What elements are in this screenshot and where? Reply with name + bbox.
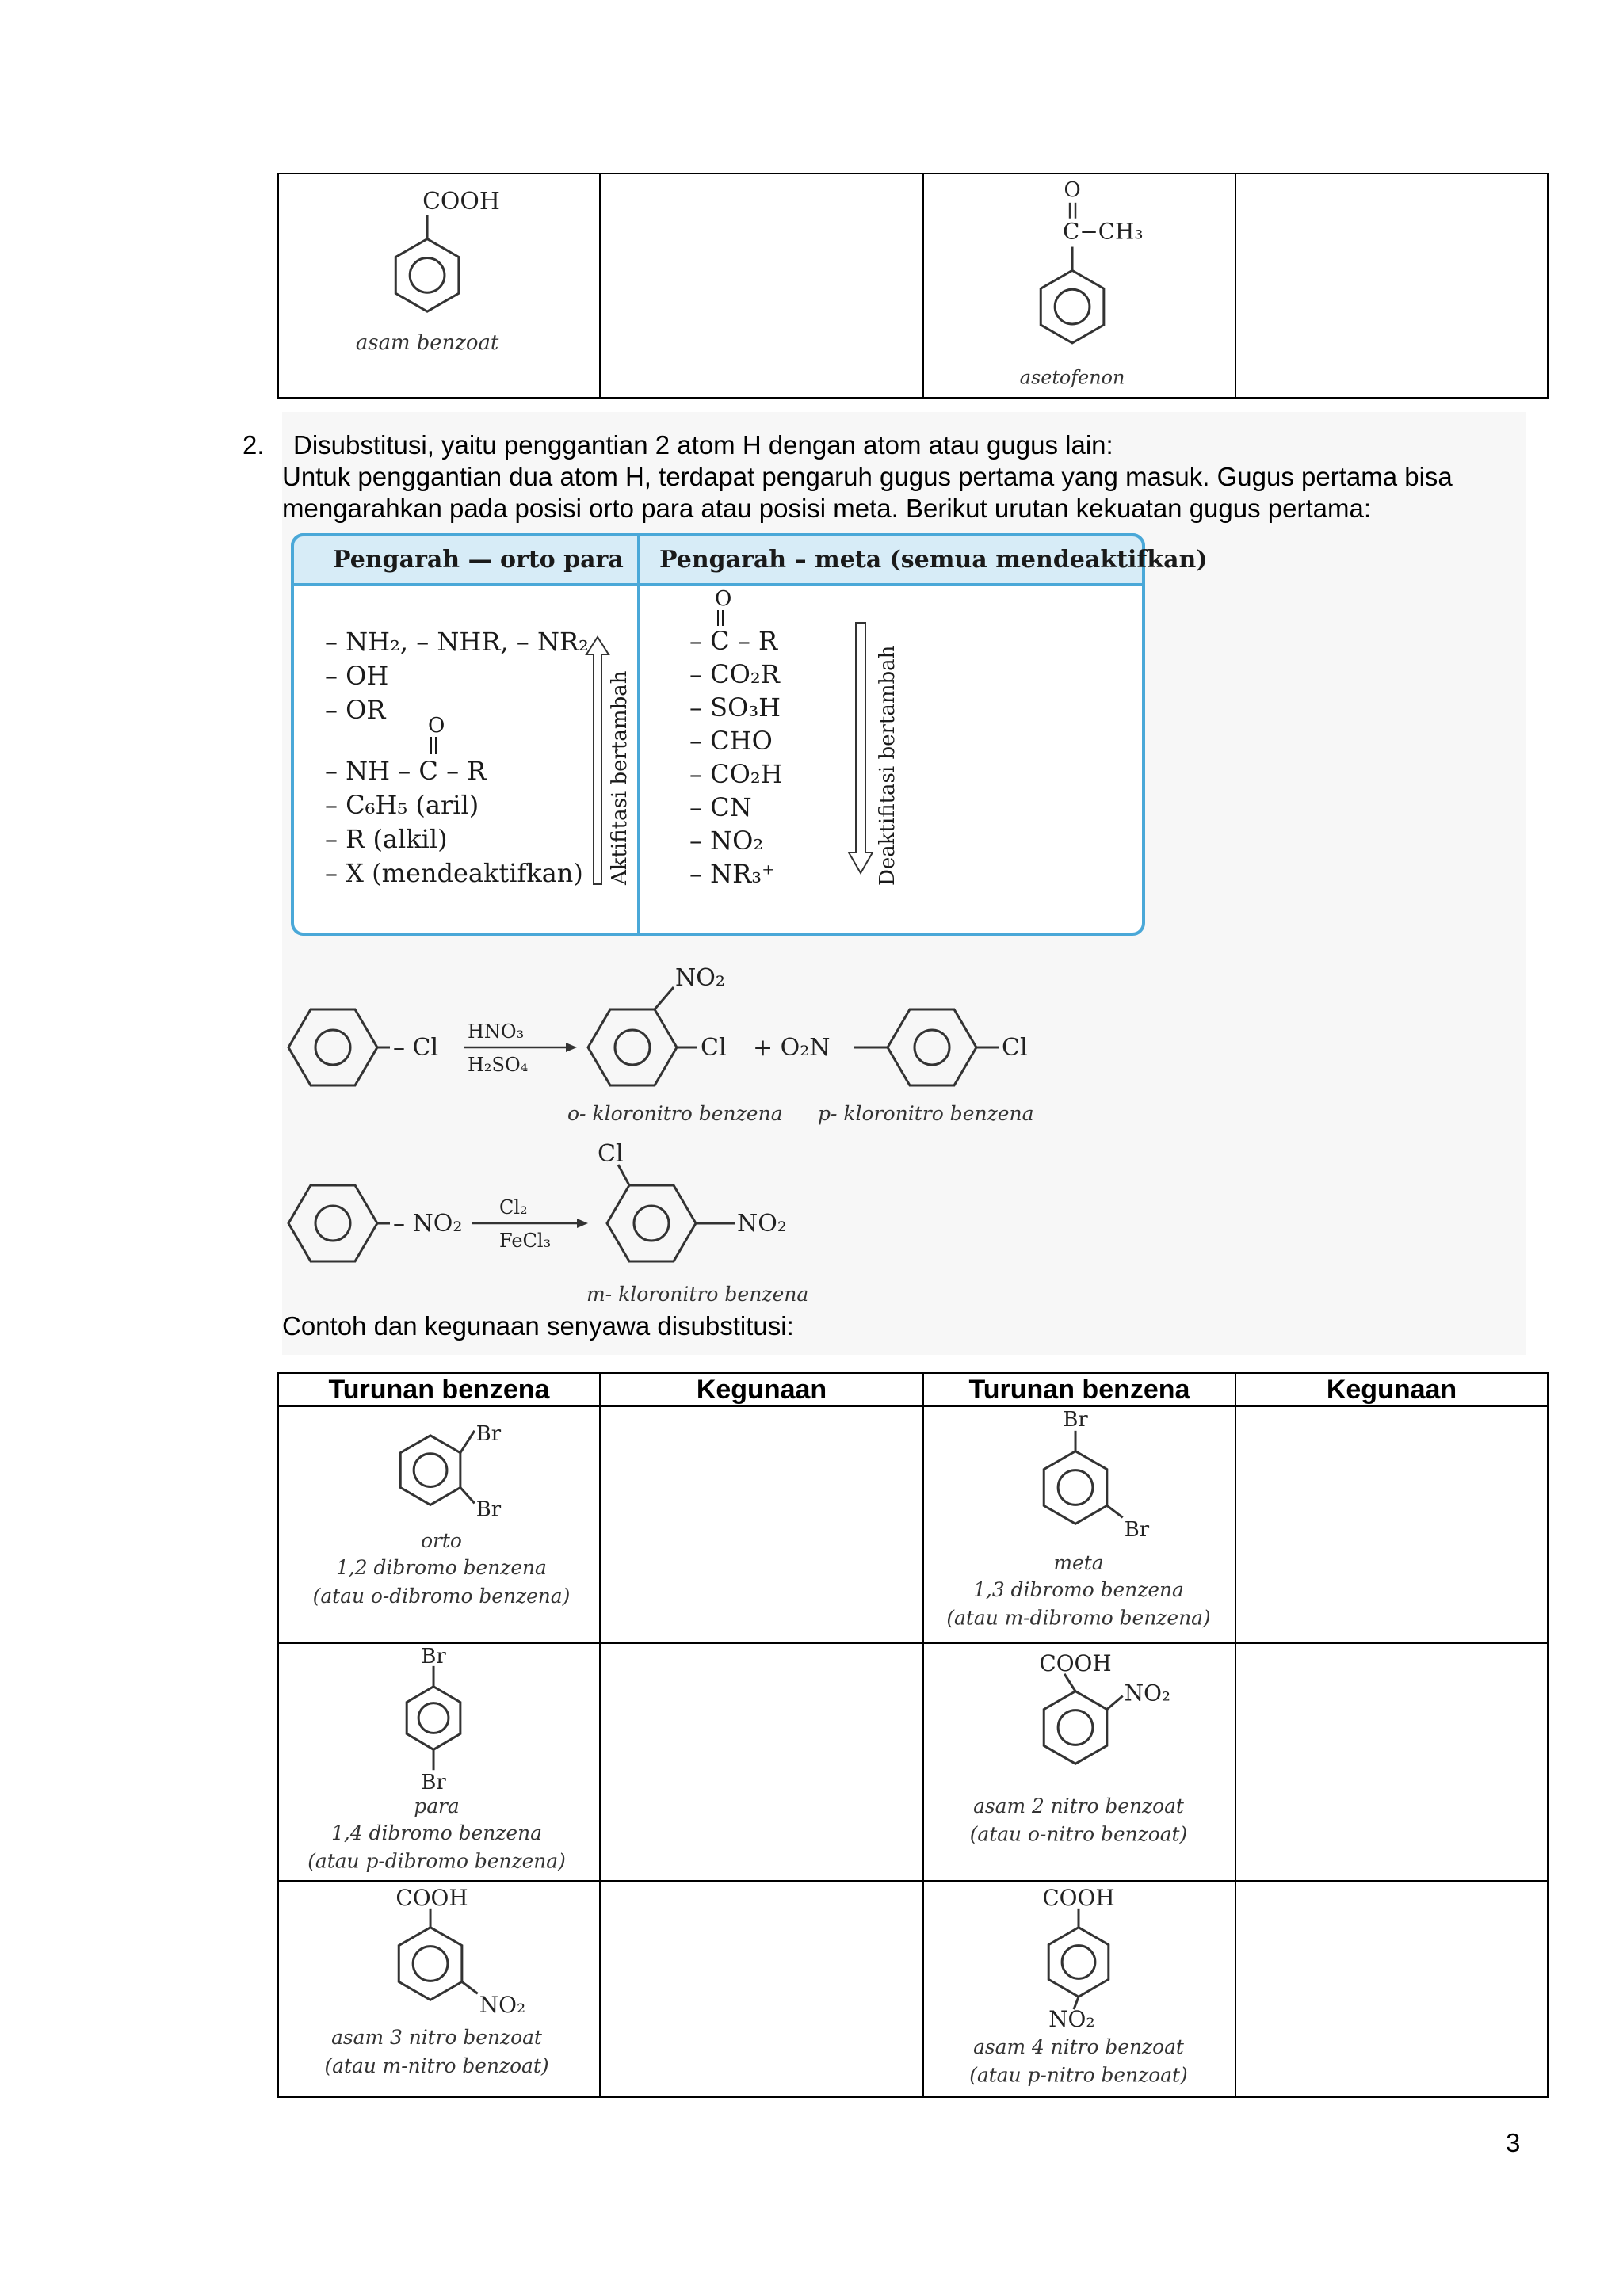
op-item-aryl: – C₆H₅ (aril) [325,790,479,820]
caption-line-3: (atau p-dibromo benzena) [307,1849,566,1873]
reagent-hno3: HNO₃ [468,1020,525,1043]
br-label-2: Br [475,1497,502,1522]
examples-table [277,1372,1549,2098]
ortho-para-header: Pengarah — orto para [333,546,624,574]
cell-o-nitrobenzoic-acid [923,1643,1235,1882]
cell-usage-p-dibromobenzene [600,1643,923,1882]
p-nitrobenzoic-acid-structure [924,1882,1235,2096]
no2-label: NO₂ [1124,1680,1171,1707]
item-number: 2. [242,430,265,460]
reagent-cl2: Cl₂ [499,1196,528,1219]
benzoic-acid-structure [279,174,599,397]
activation-arrow [586,637,632,886]
carbonyl-o-label: O [1064,177,1081,202]
cooh-label: COOH [422,187,500,215]
reagent-fecl3: FeCl₃ [499,1230,552,1252]
cell-usage-o-nitrobenzoic [1235,1643,1548,1882]
no2-label: NO₂ [479,1992,526,2019]
cell-usage-p-nitrobenzoic [1235,1881,1548,2097]
meta-carbonyl-o: O [715,587,732,611]
top-cell-acetophenone [923,174,1235,398]
item-line-2: Untuk penggantian dua atom H, terdapat pengaruh gugus pertama yang masuk. Gugus pertama bisa [282,462,1453,491]
p-chloronitro-ring [888,1009,976,1085]
meta-item-nitrile: – CN [689,792,752,822]
product-cl-top: Cl [598,1140,624,1168]
header-derivative-2: Turunan benzena [923,1373,1235,1406]
br-label-2: Br [1124,1518,1150,1543]
cell-p-dibromobenzene [278,1643,600,1882]
op-item-halogen: – X (mendeaktifkan) [325,858,583,888]
header-derivative-1: Turunan benzena [278,1373,600,1406]
page-number: 3 [1506,2128,1521,2157]
br-label-1: Br [1063,1407,1088,1432]
cell-o-dibromobenzene [278,1406,600,1643]
meta-item-aldehyde: – CHO [689,726,773,756]
caption-line-1: asam 2 nitro benzoat [973,1794,1184,1817]
acetyl-label: C−CH₃ [1063,218,1144,245]
directing-groups-box [290,532,1208,936]
plus-o2n: + O₂N [753,1034,831,1062]
cooh-label: COOH [395,1884,468,1911]
meta-item-carboxyl: – CO₂H [689,759,783,789]
cell-usage-m-nitrobenzoic [600,1881,923,2097]
top-cell-benzoic-acid [278,174,600,398]
reactant2-substituent: – NO₂ [393,1210,463,1238]
deactivation-label: Deaktifitasi bertambah [876,645,899,886]
caption-line-1: meta [1053,1550,1104,1574]
product1-no2: NO₂ [675,964,725,992]
product1-cl: Cl [701,1034,727,1062]
item-line-3: mengarahkan pada posisi orto para atau posisi meta. Berikut urutan kekuatan gugus pertama: [282,494,1371,523]
meta-item-ammonium: – NR₃⁺ [689,859,775,889]
top-cell-usage-2 [1235,174,1548,398]
o-dibromobenzene-structure [279,1407,599,1642]
op-item-or: – OR [325,695,386,725]
o-chloronitro-ring [588,1009,677,1085]
m-chloronitro-ring [607,1185,696,1261]
product2-cl: Cl [1002,1034,1028,1062]
top-cell-usage-1 [600,174,923,398]
reaction-chlorobenzene-nitration [282,951,1075,1133]
caption-line-2: (atau p-nitro benzoat) [969,2063,1188,2087]
caption-p-chloronitro: p- kloronitro benzena [818,1102,1034,1125]
meta-item-ketone: – C – R [689,626,778,656]
br-label-1: Br [475,1421,502,1446]
caption-m-chloronitro: m- kloronitro benzena [586,1283,809,1306]
op-item-oh: – OH [325,661,389,691]
p-dibromobenzene-structure [279,1644,599,1881]
benzoic-acid-caption: asam benzoat [355,330,499,355]
caption-line-2: (atau o-nitro benzoat) [969,1822,1188,1846]
nitrobenzene-ring [288,1185,377,1261]
no2-label: NO₂ [1048,2006,1095,2033]
cooh-label: COOH [1039,1650,1112,1676]
activation-label: Aktifitasi bertambah [608,670,632,885]
o-nitrobenzoic-acid-structure [924,1644,1235,1880]
br-label-2: Br [421,1770,446,1794]
product-no2: NO₂ [737,1210,787,1238]
meta-item-sulfonic: – SO₃H [689,692,781,723]
header-usage-1: Kegunaan [600,1373,923,1406]
meta-header: Pengarah – meta (semua mendeaktifkan) [659,546,1208,574]
caption-line-1: orto [421,1529,462,1553]
br-label-1: Br [421,1644,446,1669]
cell-m-nitrobenzoic-acid [278,1881,600,2097]
top-structure-table [277,173,1549,399]
meta-item-ester: – CO₂R [689,659,780,689]
header-usage-2: Kegunaan [1235,1373,1548,1406]
examples-intro: Contoh dan kegunaan senyawa disubstitusi: [282,1311,794,1341]
reaction-nitrobenzene-chlorination [282,1141,837,1315]
cell-usage-m-dibromobenzene [1235,1406,1548,1643]
meta-item-nitro: – NO₂ [689,826,764,856]
cooh-label: COOH [1042,1884,1115,1911]
item-title: Disubstitusi, yaitu penggantian 2 atom H dengan atom atau gugus lain: [293,430,1113,460]
cell-p-nitrobenzoic-acid [923,1881,1235,2097]
caption-line-2: 1,3 dibromo benzena [973,1577,1184,1601]
caption-line-1: asam 3 nitro benzoat [331,2026,542,2050]
caption-line-2: 1,4 dibromo benzena [331,1821,542,1844]
op-carbonyl-o: O [428,714,445,738]
op-item-amide: – NH – C – R [325,756,487,786]
cell-usage-o-dibromobenzene [600,1406,923,1643]
acetophenone-structure [924,174,1235,397]
caption-line-1: asam 4 nitro benzoat [973,2035,1184,2058]
cell-m-dibromobenzene [923,1406,1235,1643]
op-item-alkyl: – R (alkil) [325,824,448,854]
op-item-amine: – NH₂, – NHR, – NR₂ [325,627,589,657]
caption-line-3: (atau o-dibromo benzena) [312,1584,571,1608]
acetophenone-caption: asetofenon [1019,366,1125,389]
reagent-h2so4: H₂SO₄ [468,1054,529,1076]
caption-line-2: (atau m-nitro benzoat) [324,2054,549,2077]
reactant1-substituent: – Cl [393,1034,439,1062]
caption-line-2: 1,2 dibromo benzena [336,1555,547,1579]
chlorobenzene-ring [288,1009,377,1085]
m-dibromobenzene-structure [924,1407,1235,1642]
caption-o-chloronitro: o- kloronitro benzena [567,1102,783,1125]
m-nitrobenzoic-acid-structure [279,1882,599,2096]
caption-line-1: para [414,1794,460,1817]
caption-line-3: (atau m-dibromo benzena) [946,1606,1211,1630]
